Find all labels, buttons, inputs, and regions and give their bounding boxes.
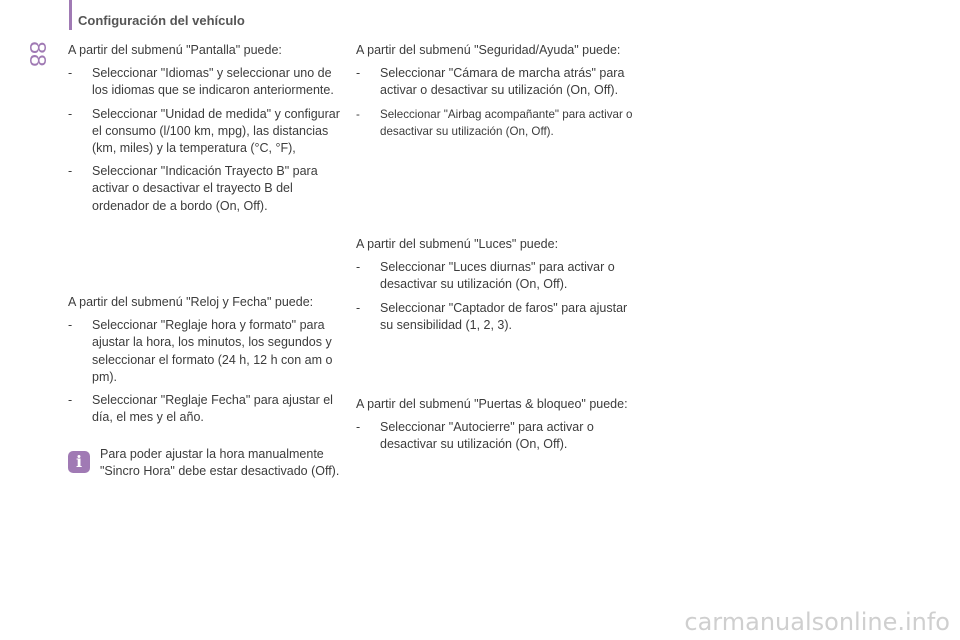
list-item-text: Seleccionar "Idiomas" y seleccionar uno de los idiomas que se indicaron anteriormente. — [92, 66, 334, 98]
list-item — [356, 65, 636, 99]
list-item — [356, 259, 636, 293]
list-item-text: Seleccionar "Luces diurnas" para activar o desactivar su utilización (On, Off). — [380, 260, 615, 292]
section-intro: A partir del submenú "Puertas & bloqueo" puede: — [356, 397, 628, 411]
list-item-text: Seleccionar "Reglaje hora y formato" para ajustar la hora, los minutos, los segundos y seleccionar el formato (24 h, 12 h con am o pm). — [92, 318, 333, 384]
list-item — [68, 163, 346, 215]
section-reloj-fecha — [68, 294, 346, 432]
section-luces — [356, 236, 636, 340]
list-item — [68, 106, 346, 158]
list-item-text: Seleccionar "Unidad de medida" y configurar el consumo (l/100 km, mpg), las distancias (km, miles) y la temperatura (°C, °F), — [92, 106, 340, 156]
section-intro: A partir del submenú "Luces" puede: — [356, 237, 559, 251]
section-puertas-bloqueo — [356, 396, 636, 460]
bullet-dash: - — [68, 106, 73, 121]
list-item — [356, 419, 636, 453]
list-item — [356, 300, 636, 334]
list-item-text: Seleccionar "Airbag acompañante" para activar o desactivar su utilización (On, Off). — [380, 107, 633, 138]
section-intro: A partir del submenú "Reloj y Fecha" puede: — [68, 295, 314, 309]
page-header-title: Configuración del vehículo — [78, 13, 245, 28]
header-accent-bar — [69, 0, 72, 30]
bullet-dash: - — [356, 66, 361, 81]
bullet-dash: - — [68, 66, 73, 81]
bullet-dash: - — [356, 420, 361, 435]
list-item-text: Seleccionar "Captador de faros" para ajustar su sensibilidad (1, 2, 3). — [380, 300, 628, 332]
info-note-text: Para poder ajustar la hora manualmente "Sincro Hora" debe estar desactivado (Off). — [100, 447, 340, 479]
list-item — [356, 106, 636, 140]
section-pantalla — [68, 42, 346, 221]
info-note — [68, 446, 348, 480]
bullet-dash: - — [68, 164, 73, 179]
list-item-text: Seleccionar "Indicación Trayecto B" para activar o desactivar el trayecto B del ordenador de a bordo (On, Off). — [92, 164, 318, 213]
bullet-dash: - — [68, 318, 73, 333]
section-intro: A partir del submenú "Pantalla" puede: — [68, 43, 282, 57]
bullet-dash: - — [68, 393, 73, 408]
list-item-text: Seleccionar "Cámara de marcha atrás" para activar o desactivar su utilización (On, Off). — [380, 66, 625, 98]
list-item — [68, 65, 346, 99]
bullet-dash: - — [356, 260, 361, 275]
bullet-dash: - — [356, 300, 361, 315]
bullet-dash: - — [356, 107, 360, 121]
site-watermark: carmanualsonline.info — [684, 608, 950, 636]
info-icon: i — [68, 451, 90, 473]
list-item — [68, 392, 346, 426]
list-item — [68, 317, 346, 386]
list-item-text: Seleccionar "Reglaje Fecha" para ajustar el día, el mes y el año. — [92, 393, 333, 425]
page-number: 88 — [25, 41, 52, 67]
section-intro: A partir del submenú "Seguridad/Ayuda" puede: — [356, 43, 621, 57]
list-item-text: Seleccionar "Autocierre" para activar o desactivar su utilización (On, Off). — [380, 420, 594, 452]
section-seguridad-ayuda — [356, 42, 636, 146]
